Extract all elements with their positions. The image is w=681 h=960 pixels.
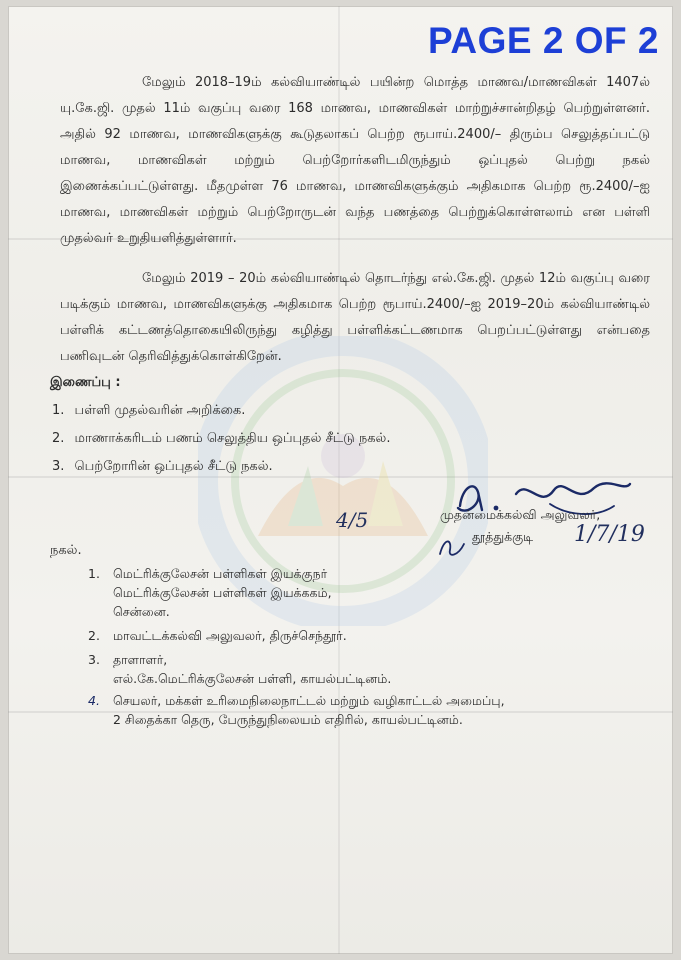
page-number-stamp: PAGE 2 OF 2 [428,20,659,61]
body-paragraph-2: மேலும் 2019 – 20ம் கல்வியாண்டில் தொடர்ந்து எல்.கே.ஜி. முதல் 12ம் வகுப்பு வரை படிக்கும் மாணவ, மாணவிகளுக்கு அதிகமாக பெற்ற ரூபாய்.2400/–ஐ 2019–20ம் கல்வியாண்டில் பள்ளிக் கட்டணத்தொகையிலிருந்து கழித்து பள்ளிக்கட்டணமாக பெறப்பட்டுள்ளது என்பதை பணிவுடன் தெரிவித்துக்கொள்கிறேன். [60,271,650,364]
copy-number: 1. [88,566,100,581]
copy-line: செயலர், மக்கள் உரிமைநிலைநாட்டல் மற்றும் வழிகாட்டல் அமைப்பு, [113,693,505,708]
copy-line: சென்னை. [113,604,170,619]
copy-line: மாவட்டக்கல்வி அலுவலர், திருச்செந்தூர். [113,628,347,643]
enclosure-item [52,402,245,420]
copy-item [88,691,648,729]
copy-line: எல்.கே.மெட்ரிக்குலேசன் பள்ளி, காயல்பட்டினம். [113,671,392,686]
enclosure-text: பெற்றோரின் ஒப்புதல் சீட்டு நகல். [74,459,273,474]
handwritten-date: 1/7/19 [574,522,645,547]
enclosure-text: மாணாக்கரிடம் பணம் செலுத்திய ஒப்புதல் சீட்டு நகல். [74,431,391,446]
handwritten-initial: 4/5 [336,508,369,532]
officer-designation: முதன்மைக்கல்வி அலுவலர், [440,507,601,522]
body-paragraph-1: மேலும் 2018–19ம் கல்வியாண்டில் பயின்ற மொத்த மாணவ/மாணவிகள் 1407ல் யு.கே.ஜி. முதல் 11ம் வகுப்பு வரை 168 மாணவ, மாணவிகள் மாற்றுச்சான்றிதழ் பெற்றுள்ளனர். அதில் 92 மாணவ, மாணவிகளுக்கு கூடுதலாகப் பெற்ற ரூபாய்.2400/– திரும்ப செலுத்தப்பட்டு மாணவ, மாணவிகள் மற்றும் பெற்றோர்களிடமிருந்தும் ஒப்புதல் பெற்று நகல் இணைக்கப்பட்டுள்ளது. மீதமுள்ள 76 மாணவ, மாணவிகளுக்கும் அதிகமாக பெற்ற ரூ.2400/–ஐ மாணவ, மாணவிகள் மற்றும் பெற்றோருடன் வந்த பணத்தை பெற்றுக்கொள்ளலாம் என பள்ளி முதல்வர் உறுதியளித்துள்ளார். [60,75,650,246]
copy-number: 3. [88,652,100,667]
copy-heading: நகல். [50,543,82,558]
copy-line: மெட்ரிக்குலேசன் பள்ளிகள் இயக்குநர் [113,566,328,581]
enclosures-heading: இணைப்பு : [50,375,121,390]
enclosure-number: 2. [52,431,65,446]
copy-to-list [88,564,648,730]
enclosure-text: பள்ளி முதல்வரின் அறிக்கை. [74,403,246,418]
document-page [8,6,673,954]
enclosure-number: 3. [52,459,65,474]
copy-item [88,626,648,645]
copy-item [88,564,648,621]
copy-item [88,650,648,688]
copy-number: 2. [88,628,100,643]
copy-line: மெட்ரிக்குலேசன் பள்ளிகள் இயக்ககம், [113,585,332,600]
copy-number: 4. [88,693,100,708]
copy-line: 2 சிதைக்கா தெரு, பேருந்துநிலையம் எதிரில், காயல்பட்டினம். [113,712,463,727]
enclosure-item [52,458,273,476]
enclosure-item [52,430,390,448]
copy-line: தாளாளர், [113,652,168,667]
initial-scribble [434,532,470,564]
enclosure-number: 1. [52,403,65,418]
officer-place: தூத்துக்குடி [472,529,534,544]
